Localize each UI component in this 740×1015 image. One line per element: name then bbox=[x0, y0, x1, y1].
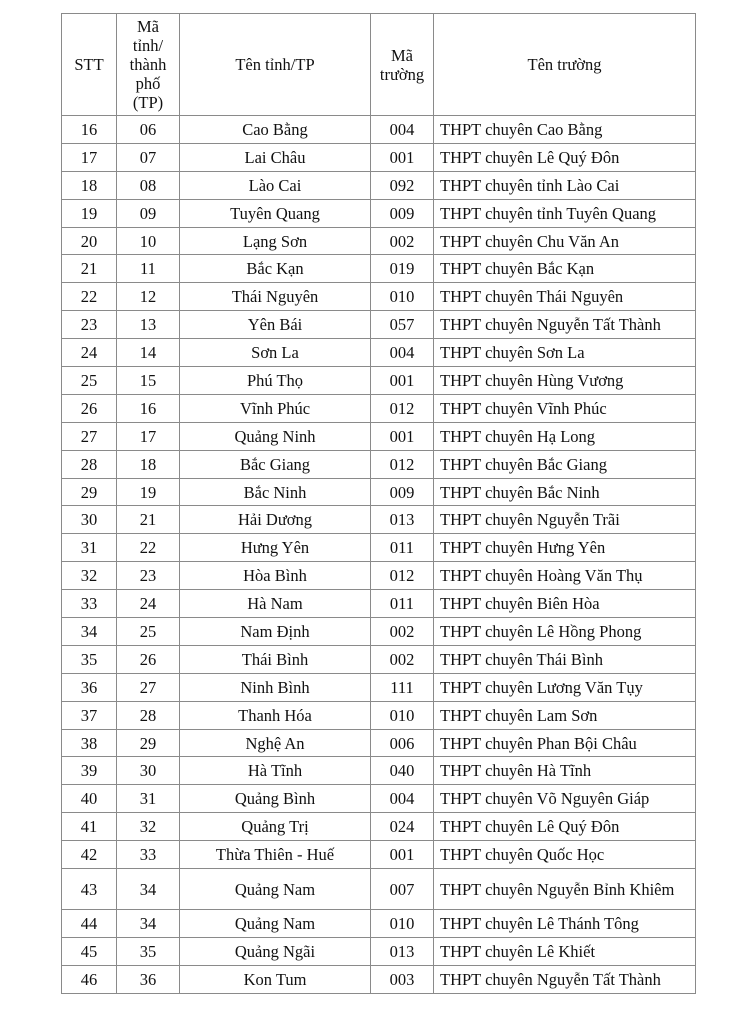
cell-province-code: 12 bbox=[117, 283, 180, 311]
cell-province-code: 10 bbox=[117, 227, 180, 255]
cell-school-name: THPT chuyên Hùng Vương bbox=[434, 367, 696, 395]
cell-school-name: THPT chuyên Cao Bằng bbox=[434, 116, 696, 144]
cell-stt: 20 bbox=[62, 227, 117, 255]
cell-province-name: Lai Châu bbox=[180, 143, 371, 171]
cell-school-code: 012 bbox=[371, 450, 434, 478]
table-row bbox=[62, 311, 696, 339]
cell-school-code: 010 bbox=[371, 283, 434, 311]
cell-school-code: 009 bbox=[371, 478, 434, 506]
cell-school-name: THPT chuyên Quốc Học bbox=[434, 841, 696, 869]
cell-school-code: 012 bbox=[371, 562, 434, 590]
cell-province-code: 13 bbox=[117, 311, 180, 339]
cell-province-name: Ninh Bình bbox=[180, 673, 371, 701]
cell-province-code: 15 bbox=[117, 367, 180, 395]
table-row bbox=[62, 367, 696, 395]
cell-school-code: 010 bbox=[371, 701, 434, 729]
cell-stt: 40 bbox=[62, 785, 117, 813]
cell-province-name: Hà Nam bbox=[180, 590, 371, 618]
cell-province-name: Quảng Ninh bbox=[180, 422, 371, 450]
cell-school-code: 111 bbox=[371, 673, 434, 701]
table-row bbox=[62, 729, 696, 757]
cell-stt: 25 bbox=[62, 367, 117, 395]
cell-school-name: THPT chuyên Lam Sơn bbox=[434, 701, 696, 729]
cell-province-name: Hòa Bình bbox=[180, 562, 371, 590]
cell-province-code: 11 bbox=[117, 255, 180, 283]
table-row bbox=[62, 618, 696, 646]
table-row bbox=[62, 171, 696, 199]
cell-province-name: Hà Tĩnh bbox=[180, 757, 371, 785]
cell-stt: 46 bbox=[62, 965, 117, 993]
cell-province-name: Quảng Nam bbox=[180, 910, 371, 938]
cell-school-name: THPT chuyên Hạ Long bbox=[434, 422, 696, 450]
table-row bbox=[62, 757, 696, 785]
cell-school-code: 013 bbox=[371, 506, 434, 534]
cell-stt: 30 bbox=[62, 506, 117, 534]
cell-school-name: THPT chuyên Lê Hồng Phong bbox=[434, 618, 696, 646]
table-row bbox=[62, 255, 696, 283]
cell-stt: 45 bbox=[62, 937, 117, 965]
cell-school-code: 057 bbox=[371, 311, 434, 339]
table-row bbox=[62, 965, 696, 993]
table-row bbox=[62, 645, 696, 673]
cell-province-name: Bắc Kạn bbox=[180, 255, 371, 283]
cell-province-code: 34 bbox=[117, 910, 180, 938]
table-row bbox=[62, 590, 696, 618]
cell-stt: 21 bbox=[62, 255, 117, 283]
cell-province-code: 22 bbox=[117, 534, 180, 562]
cell-stt: 36 bbox=[62, 673, 117, 701]
cell-province-code: 27 bbox=[117, 673, 180, 701]
cell-province-name: Thừa Thiên - Huế bbox=[180, 841, 371, 869]
cell-school-code: 002 bbox=[371, 227, 434, 255]
cell-province-code: 31 bbox=[117, 785, 180, 813]
cell-stt: 23 bbox=[62, 311, 117, 339]
table-row bbox=[62, 339, 696, 367]
cell-school-name: THPT chuyên Bắc Kạn bbox=[434, 255, 696, 283]
table-row bbox=[62, 673, 696, 701]
cell-school-name: THPT chuyên Bắc Giang bbox=[434, 450, 696, 478]
table-row bbox=[62, 785, 696, 813]
cell-province-name: Quảng Ngãi bbox=[180, 937, 371, 965]
table-row bbox=[62, 116, 696, 144]
cell-school-code: 001 bbox=[371, 367, 434, 395]
cell-school-name: THPT chuyên Vĩnh Phúc bbox=[434, 394, 696, 422]
cell-stt: 37 bbox=[62, 701, 117, 729]
cell-school-code: 004 bbox=[371, 785, 434, 813]
cell-school-name: THPT chuyên Võ Nguyên Giáp bbox=[434, 785, 696, 813]
cell-school-name: THPT chuyên Lê Quý Đôn bbox=[434, 813, 696, 841]
cell-stt: 31 bbox=[62, 534, 117, 562]
cell-province-name: Vĩnh Phúc bbox=[180, 394, 371, 422]
header-school-name: Tên trường bbox=[434, 14, 696, 116]
cell-school-name: THPT chuyên Thái Nguyên bbox=[434, 283, 696, 311]
cell-province-name: Hải Dương bbox=[180, 506, 371, 534]
cell-province-code: 36 bbox=[117, 965, 180, 993]
cell-province-code: 28 bbox=[117, 701, 180, 729]
cell-province-name: Nam Định bbox=[180, 618, 371, 646]
cell-school-code: 002 bbox=[371, 645, 434, 673]
cell-province-name: Bắc Ninh bbox=[180, 478, 371, 506]
cell-province-code: 09 bbox=[117, 199, 180, 227]
cell-province-name: Thái Nguyên bbox=[180, 283, 371, 311]
cell-school-name: THPT chuyên Bắc Ninh bbox=[434, 478, 696, 506]
cell-province-code: 35 bbox=[117, 937, 180, 965]
cell-province-name: Lào Cai bbox=[180, 171, 371, 199]
cell-province-code: 17 bbox=[117, 422, 180, 450]
cell-school-name: THPT chuyên Nguyễn Tất Thành bbox=[434, 965, 696, 993]
cell-school-code: 011 bbox=[371, 534, 434, 562]
cell-province-name: Bắc Giang bbox=[180, 450, 371, 478]
table-row bbox=[62, 394, 696, 422]
cell-province-name: Nghệ An bbox=[180, 729, 371, 757]
cell-school-code: 004 bbox=[371, 116, 434, 144]
cell-stt: 26 bbox=[62, 394, 117, 422]
table-row bbox=[62, 450, 696, 478]
cell-stt: 44 bbox=[62, 910, 117, 938]
cell-province-code: 14 bbox=[117, 339, 180, 367]
cell-school-code: 013 bbox=[371, 937, 434, 965]
cell-stt: 24 bbox=[62, 339, 117, 367]
cell-school-code: 009 bbox=[371, 199, 434, 227]
cell-school-name: THPT chuyên Phan Bội Châu bbox=[434, 729, 696, 757]
cell-school-name: THPT chuyên Hưng Yên bbox=[434, 534, 696, 562]
cell-school-code: 040 bbox=[371, 757, 434, 785]
header-province-code: Mã tỉnh/ thành phố (TP) bbox=[117, 14, 180, 116]
cell-province-code: 23 bbox=[117, 562, 180, 590]
cell-province-code: 30 bbox=[117, 757, 180, 785]
cell-province-name: Cao Bằng bbox=[180, 116, 371, 144]
cell-province-code: 33 bbox=[117, 841, 180, 869]
cell-school-name: THPT chuyên Nguyễn Bỉnh Khiêm bbox=[434, 869, 696, 910]
cell-province-name: Phú Thọ bbox=[180, 367, 371, 395]
cell-school-name: THPT chuyên Hà Tĩnh bbox=[434, 757, 696, 785]
cell-province-code: 26 bbox=[117, 645, 180, 673]
cell-stt: 39 bbox=[62, 757, 117, 785]
cell-school-name: THPT chuyên tỉnh Lào Cai bbox=[434, 171, 696, 199]
table-row bbox=[62, 937, 696, 965]
cell-school-code: 001 bbox=[371, 143, 434, 171]
cell-school-name: THPT chuyên Lê Thánh Tông bbox=[434, 910, 696, 938]
cell-school-name: THPT chuyên Lương Văn Tụy bbox=[434, 673, 696, 701]
cell-stt: 33 bbox=[62, 590, 117, 618]
table-row bbox=[62, 534, 696, 562]
cell-stt: 42 bbox=[62, 841, 117, 869]
cell-school-name: THPT chuyên Lê Quý Đôn bbox=[434, 143, 696, 171]
cell-school-code: 007 bbox=[371, 869, 434, 910]
cell-stt: 16 bbox=[62, 116, 117, 144]
cell-province-code: 06 bbox=[117, 116, 180, 144]
cell-province-code: 16 bbox=[117, 394, 180, 422]
cell-stt: 29 bbox=[62, 478, 117, 506]
cell-stt: 43 bbox=[62, 869, 117, 910]
table-row bbox=[62, 422, 696, 450]
table-row bbox=[62, 227, 696, 255]
cell-province-name: Kon Tum bbox=[180, 965, 371, 993]
table-row bbox=[62, 701, 696, 729]
cell-school-code: 012 bbox=[371, 394, 434, 422]
cell-province-name: Tuyên Quang bbox=[180, 199, 371, 227]
cell-province-code: 19 bbox=[117, 478, 180, 506]
cell-province-name: Thanh Hóa bbox=[180, 701, 371, 729]
cell-school-code: 001 bbox=[371, 422, 434, 450]
cell-stt: 17 bbox=[62, 143, 117, 171]
cell-school-code: 011 bbox=[371, 590, 434, 618]
cell-school-code: 003 bbox=[371, 965, 434, 993]
table-row bbox=[62, 562, 696, 590]
table-body bbox=[62, 116, 696, 994]
cell-stt: 35 bbox=[62, 645, 117, 673]
table-row bbox=[62, 283, 696, 311]
cell-province-name: Thái Bình bbox=[180, 645, 371, 673]
cell-stt: 41 bbox=[62, 813, 117, 841]
table-row bbox=[62, 841, 696, 869]
table-header bbox=[62, 14, 696, 116]
cell-school-code: 092 bbox=[371, 171, 434, 199]
cell-stt: 28 bbox=[62, 450, 117, 478]
cell-stt: 34 bbox=[62, 618, 117, 646]
cell-stt: 22 bbox=[62, 283, 117, 311]
cell-school-name: THPT chuyên Nguyễn Tất Thành bbox=[434, 311, 696, 339]
cell-stt: 19 bbox=[62, 199, 117, 227]
cell-province-name: Lạng Sơn bbox=[180, 227, 371, 255]
cell-province-code: 25 bbox=[117, 618, 180, 646]
cell-school-code: 001 bbox=[371, 841, 434, 869]
cell-school-code: 002 bbox=[371, 618, 434, 646]
cell-school-name: THPT chuyên tỉnh Tuyên Quang bbox=[434, 199, 696, 227]
cell-stt: 38 bbox=[62, 729, 117, 757]
cell-province-code: 21 bbox=[117, 506, 180, 534]
cell-province-name: Sơn La bbox=[180, 339, 371, 367]
table-row bbox=[62, 869, 696, 910]
cell-stt: 18 bbox=[62, 171, 117, 199]
table-row bbox=[62, 910, 696, 938]
table-row bbox=[62, 813, 696, 841]
cell-school-code: 006 bbox=[371, 729, 434, 757]
header-school-code: Mã trường bbox=[371, 14, 434, 116]
cell-province-name: Quảng Bình bbox=[180, 785, 371, 813]
cell-province-name: Quảng Nam bbox=[180, 869, 371, 910]
schools-table bbox=[61, 13, 696, 994]
cell-province-code: 08 bbox=[117, 171, 180, 199]
table-row bbox=[62, 199, 696, 227]
cell-province-name: Yên Bái bbox=[180, 311, 371, 339]
cell-province-code: 18 bbox=[117, 450, 180, 478]
cell-province-code: 34 bbox=[117, 869, 180, 910]
header-row bbox=[62, 14, 696, 116]
cell-province-code: 32 bbox=[117, 813, 180, 841]
cell-school-name: THPT chuyên Lê Khiết bbox=[434, 937, 696, 965]
header-province-name: Tên tỉnh/TP bbox=[180, 14, 371, 116]
header-stt: STT bbox=[62, 14, 117, 116]
cell-province-code: 29 bbox=[117, 729, 180, 757]
cell-school-name: THPT chuyên Chu Văn An bbox=[434, 227, 696, 255]
cell-province-code: 24 bbox=[117, 590, 180, 618]
cell-stt: 32 bbox=[62, 562, 117, 590]
cell-stt: 27 bbox=[62, 422, 117, 450]
cell-school-code: 010 bbox=[371, 910, 434, 938]
cell-school-name: THPT chuyên Biên Hòa bbox=[434, 590, 696, 618]
cell-province-name: Hưng Yên bbox=[180, 534, 371, 562]
cell-school-name: THPT chuyên Thái Bình bbox=[434, 645, 696, 673]
cell-school-name: THPT chuyên Sơn La bbox=[434, 339, 696, 367]
cell-school-code: 024 bbox=[371, 813, 434, 841]
table-row bbox=[62, 506, 696, 534]
table-row bbox=[62, 143, 696, 171]
cell-school-name: THPT chuyên Nguyễn Trãi bbox=[434, 506, 696, 534]
cell-school-code: 019 bbox=[371, 255, 434, 283]
cell-school-name: THPT chuyên Hoàng Văn Thụ bbox=[434, 562, 696, 590]
cell-province-name: Quảng Trị bbox=[180, 813, 371, 841]
cell-province-code: 07 bbox=[117, 143, 180, 171]
cell-school-code: 004 bbox=[371, 339, 434, 367]
table-row bbox=[62, 478, 696, 506]
